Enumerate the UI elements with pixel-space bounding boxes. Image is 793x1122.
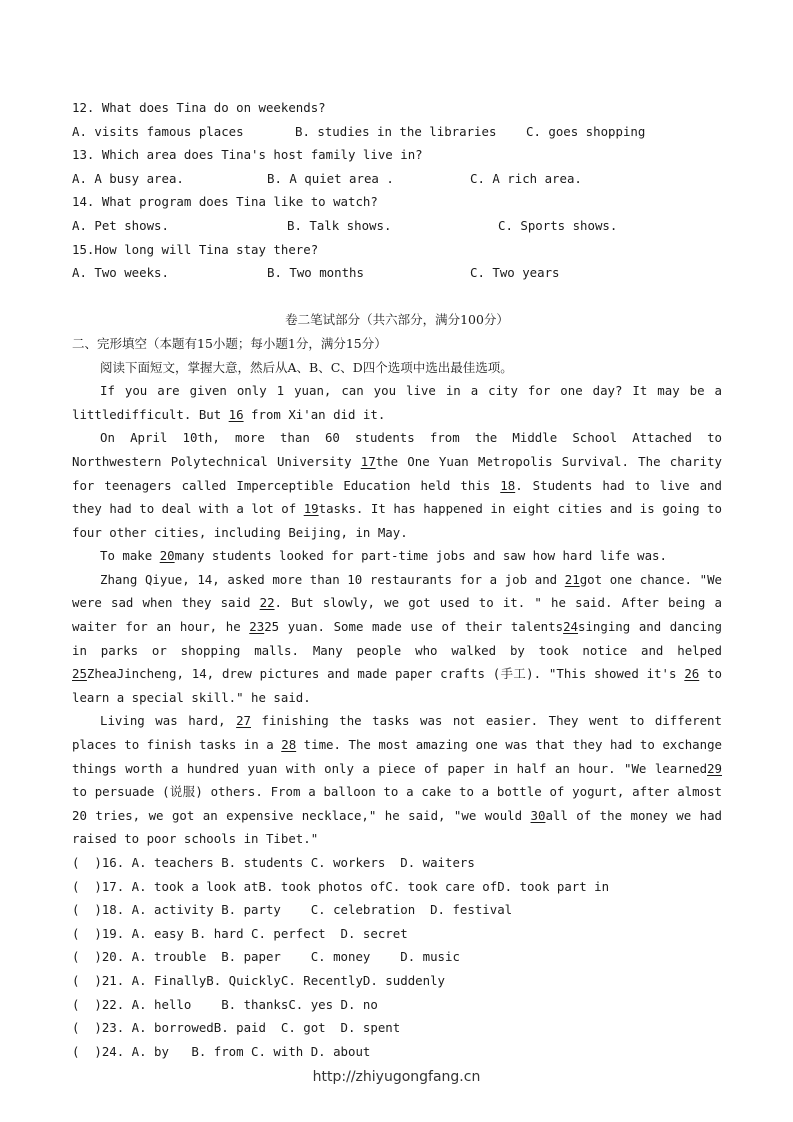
choice-question-24: ( )24. A. by B. from C. with D. about <box>72 1043 371 1059</box>
question-15: 15.How long will Tina stay there? <box>72 241 319 257</box>
question-13: 13. Which area does Tina's host family live in? <box>72 147 423 163</box>
blank-20: 20 <box>159 548 175 564</box>
option-a: A. A busy area. <box>72 170 184 186</box>
blank-16: 16 <box>228 406 244 422</box>
blank-28: 28 <box>281 737 297 753</box>
option-a: A. Two weeks. <box>72 265 169 281</box>
passage-paragraph-2: On April 10th, more than 60 students from the Middle School Attached to Northwestern Polytechnical University 17the One Yuan Metropolis Survival. The charity for teenagers called Imperceptible Education held this 18. Students had to live and they had to deal with a lot of 19tasks. It has happened in eight cities and is going to four other cities, including Beijing, in May. <box>72 430 722 540</box>
exam-page <box>72 96 722 1063</box>
blank-24: 24 <box>563 619 578 635</box>
choice-question-21: ( )21. A. FinallyB. QuicklyC. RecentlyD. suddenly <box>72 972 445 988</box>
blank-29: 29 <box>707 760 722 776</box>
blank-22: 22 <box>259 595 275 611</box>
question-12: 12. What does Tina do on weekends? <box>72 100 326 115</box>
blank-26: 26 <box>684 666 700 682</box>
passage-paragraph-3: To make 20many students looked for part-time jobs and saw how hard life was. <box>100 548 667 564</box>
choice-question-18: ( )18. A. activity B. party C. celebration D. festival <box>72 902 513 918</box>
option-c: C. goes shopping <box>526 123 646 139</box>
blank-27: 27 <box>236 713 251 729</box>
choice-question-16: ( )16. A. teachers B. students C. workers D. waiters <box>72 855 475 870</box>
options-14 <box>72 214 722 238</box>
option-c: C. A rich area. <box>470 170 582 186</box>
option-b: B. A quiet area . <box>267 170 394 186</box>
passage-paragraph-1: If you are given only 1 yuan, can you live in a city for one day? It may be a littledifficult. But 16 from Xi'an did it. <box>72 383 722 422</box>
footer-url[interactable]: http://zhiyugongfang.cn <box>312 1069 481 1085</box>
option-a: A. visits famous places <box>72 123 244 139</box>
question-14: 14. What program does Tina like to watch? <box>72 194 378 210</box>
passage-paragraph-5: Living was hard, 27 finishing the tasks was not easier. They went to different places to finish tasks in a 28 time. The most amazing one was that they had to exchange things worth a hundred yuan with only a piece of paper in half an hour. "We learned29 to persuade (说服) others. From a balloon to a cake to a bottle of yogurt, after almost 20 tries, we got an expensive necklace," he said, "we would 30all of the money we had raised to poor schools in Tibet." <box>72 713 723 847</box>
blank-25: 25 <box>72 666 87 682</box>
blank-23: 23 <box>249 619 265 635</box>
blank-21: 21 <box>564 571 580 587</box>
options-15 <box>72 261 722 285</box>
option-c: C. Sports shows. <box>498 217 618 233</box>
passage-paragraph-4: Zhang Qiyue, 14, asked more than 10 restaurants for a job and 21got one chance. "We were sad when they said 22. But slowly, we got used to it. " he said. After being a waiter for an hour, he 2325 yuan. Some made use of their talents24singing and dancing in parks or shopping malls. Many people who walked by took notice and helped 25ZheaJincheng, 14, drew pictures and made paper crafts (手工). "This showed it's 26 to learn a special skill." he said. <box>72 571 723 705</box>
option-a: A. Pet shows. <box>72 217 169 233</box>
choice-question-20: ( )20. A. trouble B. paper C. money D. music <box>72 949 460 965</box>
options-13 <box>72 167 722 191</box>
blank-19: 19 <box>303 501 319 517</box>
choice-question-22: ( )22. A. hello B. thanksC. yes D. no <box>72 996 378 1012</box>
options-12 <box>72 120 722 144</box>
choice-question-19: ( )19. A. easy B. hard C. perfect D. secret <box>72 925 408 941</box>
option-c: C. Two years <box>470 265 560 281</box>
option-b: B. Two months <box>267 265 364 281</box>
blank-30: 30 <box>530 807 546 823</box>
section-title: 卷二笔试部分（共六部分，满分100分） <box>285 312 509 328</box>
option-b: B. studies in the libraries <box>295 123 497 139</box>
instruction: 阅读下面短文，掌握大意，然后从A、B、C、D四个选项中选出最佳选项。 <box>100 359 513 375</box>
blank-17: 17 <box>360 453 376 469</box>
choice-question-17: ( )17. A. took a look atB. took photos ofC. took care ofD. took part in <box>72 878 610 894</box>
choice-question-23: ( )23. A. borrowedB. paid C. got D. spent <box>72 1020 401 1036</box>
part-heading: 二、完形填空（本题有15小题；每小题1分，满分15分） <box>72 335 387 351</box>
option-b: B. Talk shows. <box>287 217 392 233</box>
blank-18: 18 <box>500 477 516 493</box>
